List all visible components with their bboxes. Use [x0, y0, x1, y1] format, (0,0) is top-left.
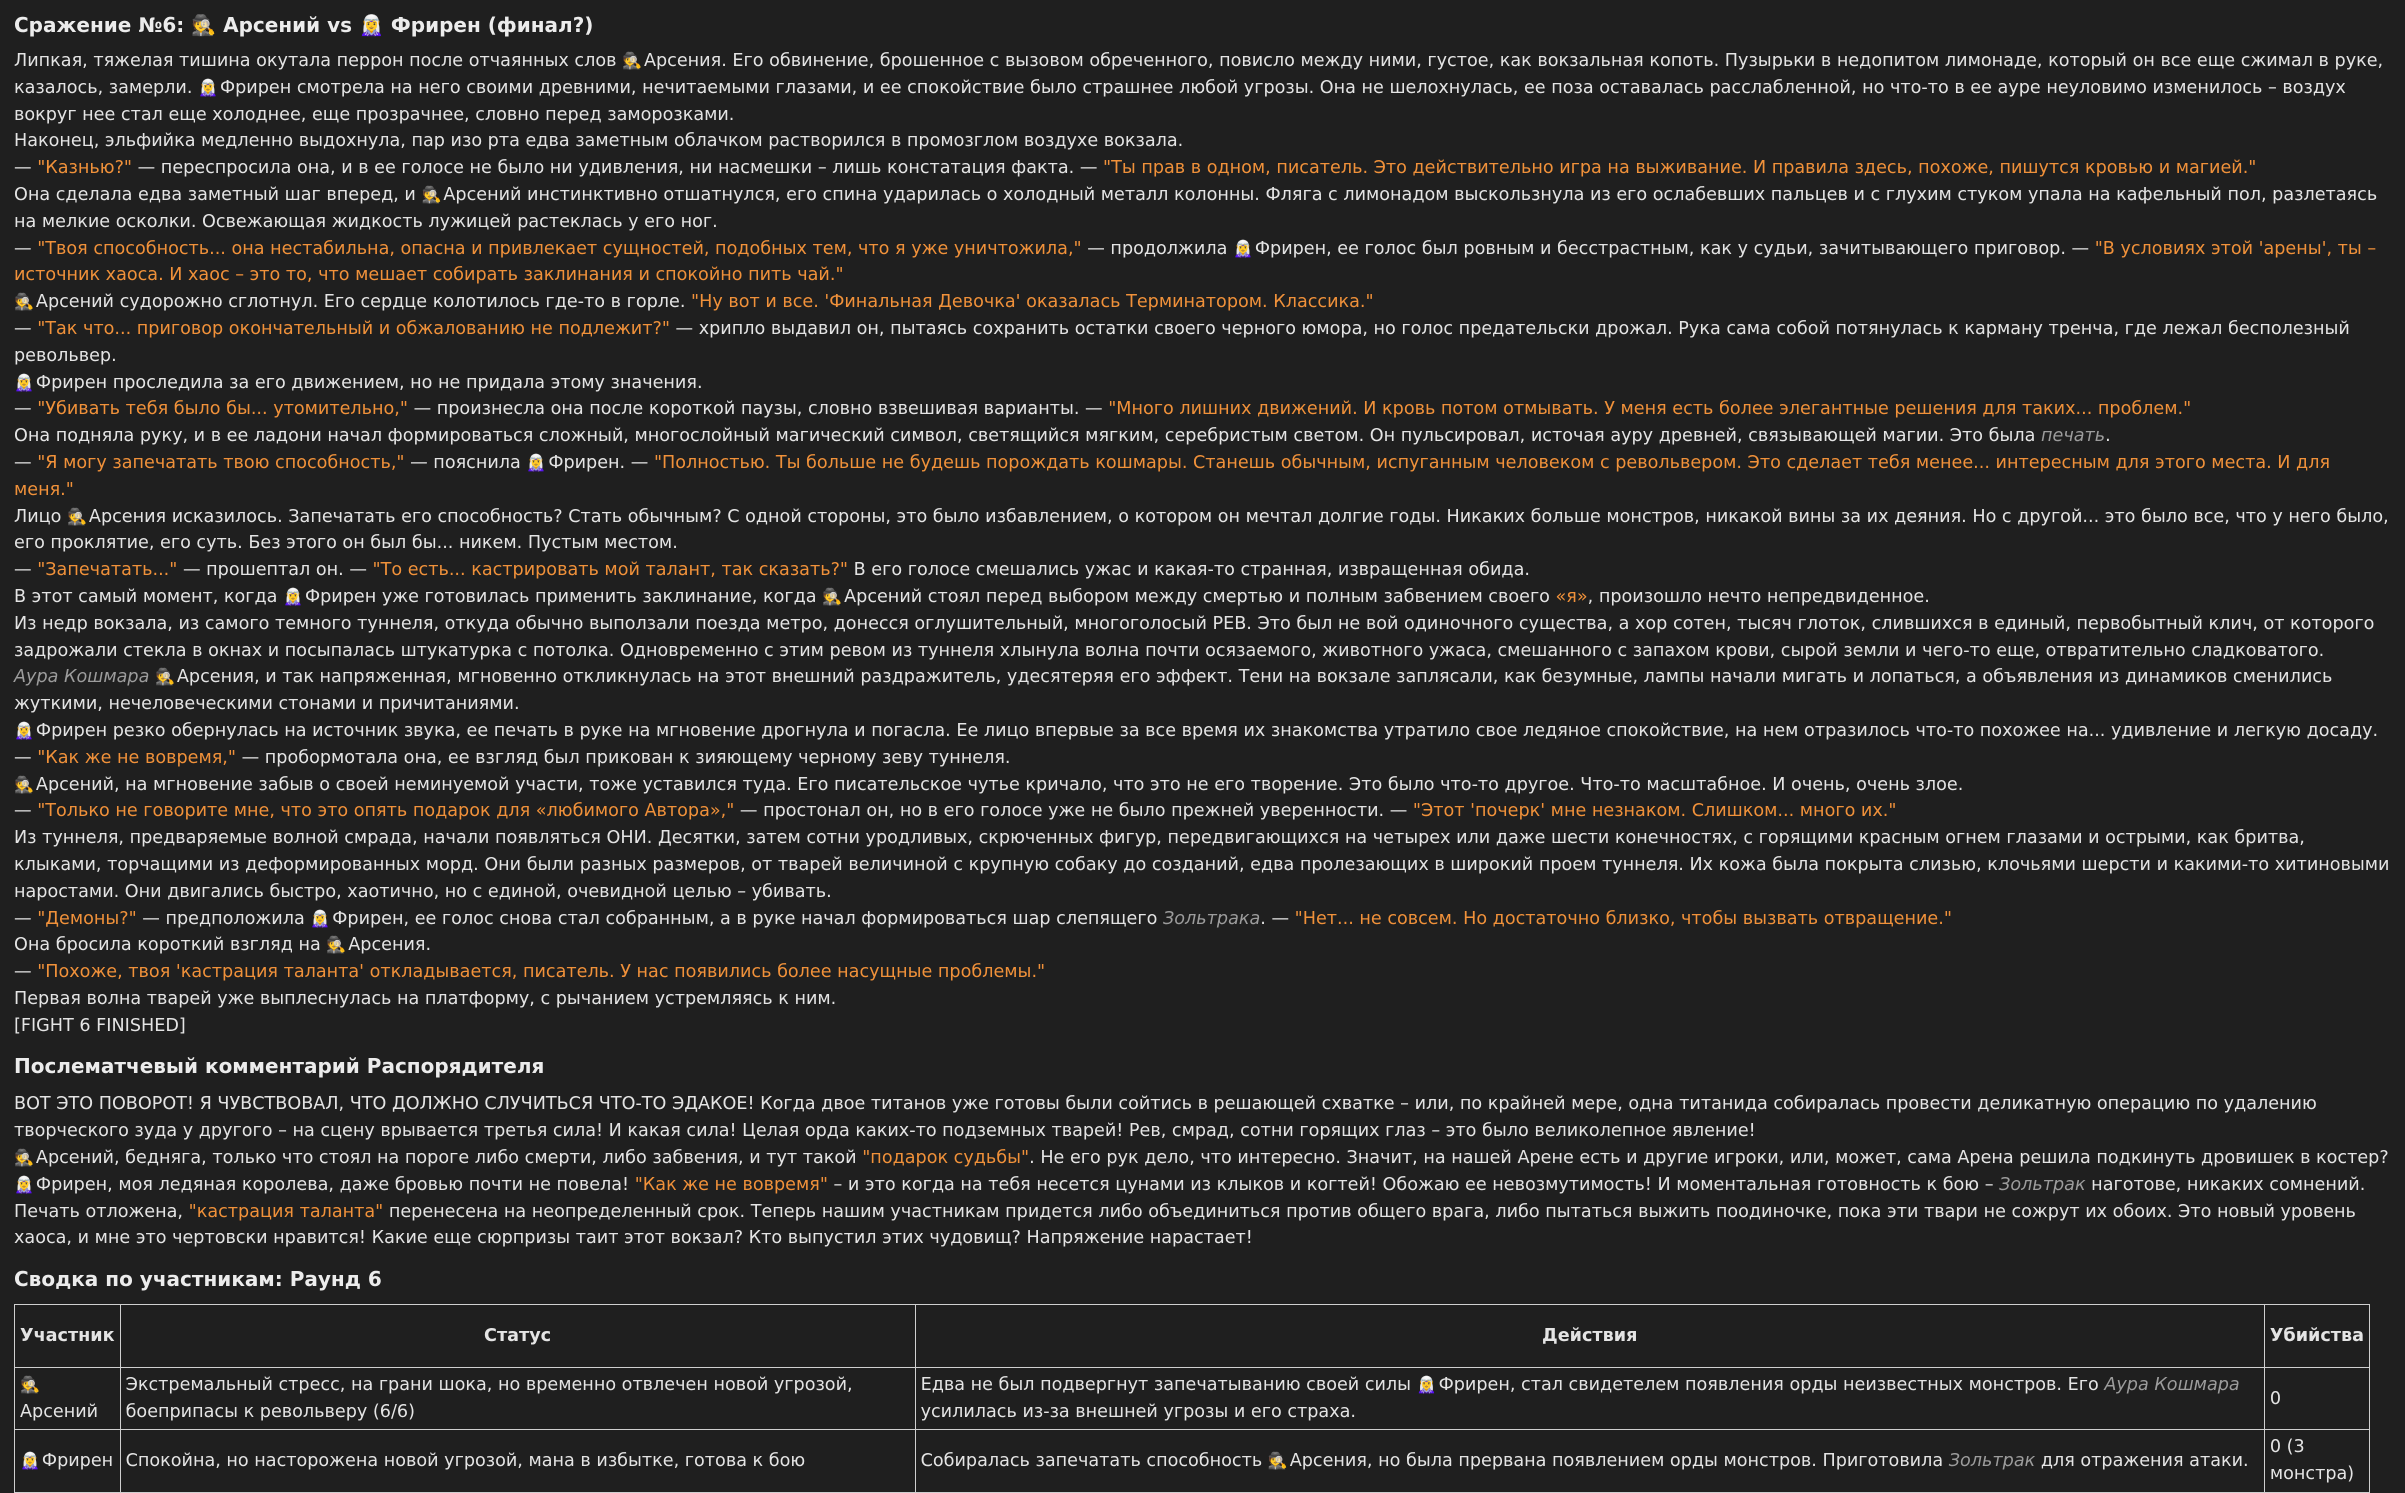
paragraph — [14, 504, 2391, 558]
paragraph — [14, 1091, 2391, 1145]
quote: "Казнью?" — [37, 158, 133, 179]
paragraph — [14, 423, 2391, 450]
text: — — [14, 399, 38, 420]
paragraph — [14, 1199, 2391, 1253]
text: Фрирен резко обернулась на источник звука, ее печать в руке на мгновение дрогнула и погасла. Ее лицо впервые за все время их знакомства утратило свое ледяное спокойствие, на нем отразилось что-то похожее на... удивление и легкую досаду. — [35, 720, 2379, 741]
character-icon: 🕵️ — [14, 1148, 34, 1168]
character-icon: 🧝‍♀️ — [1232, 238, 1253, 258]
text: Из недр вокзала, из самого темного туннеля, откуда обычно выползали поезда метро, донесся оглушительный, многоголосый РЕВ. Это был не вой одиночного существа, а хор сотен, тысяч глоток, слившихся в единый, первобытный клич, от которого задрожали стекла в окнах и посыпалась штукатурка с потолка. Одновременно с этим ревом из туннеля хлынула волна почти осязаемого, животного ужаса, смешанного с запахом крови, сырой земли и чего-то еще, отвратительно сладковатого. — [14, 613, 2375, 661]
text: Арсений — [20, 1401, 99, 1422]
text: — предположила — [136, 908, 311, 929]
story-text — [14, 48, 2391, 1039]
text: Из туннеля, предваряемые волной смрада, начали появляться ОНИ. Десятки, затем сотни уродливых, скрюченных фигур, передвигающихся на четырех или даже шести конечностях, с горящими красным огнем глазами и острыми, как бритва, клыками, торчащими из деформированных морд. Они были разных размеров, от тварей величиной с крупную собаку до созданий, едва пролезающих в широкий проем туннеля. Их кожа была покрыта слизью, клочьями шерсти и какими-то хитиновыми наростами. Они двигались быстро, хаотично, но с единой, очевидной целью – убивать. — [14, 828, 2390, 902]
text: — пояснила — [404, 452, 527, 473]
text: усилилась из-за внешней угрозы и его страха. — [920, 1401, 1356, 1422]
text: Арсений, на мгновение забыв о своей неминуемой участи, тоже уставился туда. Его писательское чутье кричало, что это не его творение. Это было что-то другое. Что-то масштабное. И очень, очень злое. — [35, 774, 1964, 795]
paragraph — [14, 128, 2391, 155]
character-icon: 🧝‍♀️ — [283, 586, 303, 606]
quote: "Ты прав в одном, писатель. Это действительно игра на выживание. И правила здесь, похоже, пишутся кровью и магией." — [1103, 158, 2257, 179]
paragraph — [14, 48, 2391, 128]
character-icon: 🧝‍♀️ — [198, 77, 218, 97]
quote: "Ну вот и все. 'Финальная Девочка' оказалась Терминатором. Классика." — [691, 292, 1374, 313]
quote: "кастрация таланта" — [188, 1201, 384, 1222]
text: В его голосе смешались ужас и какая-то странная, извращенная обида. — [848, 560, 1530, 581]
text: — продолжила — [1081, 238, 1233, 259]
text: Арсения, но была прервана появлением орды монстров. Приготовила — [1289, 1450, 1949, 1471]
summary-heading: Сводка по участникам: Раунд 6 — [14, 1267, 382, 1292]
quote: "Этот 'почерк' мне незнаком. Слишком... много их." — [1412, 801, 1897, 822]
paragraph — [14, 1145, 2391, 1172]
quote: "подарок судьбы" — [862, 1148, 1030, 1169]
text: — — [14, 908, 38, 929]
text: — простонал он, но в его голосе уже не было прежней уверенности. — — [734, 801, 1413, 822]
text: Фрирен смотрела на него своими древними, нечитаемыми глазами, и ее спокойствие было страшнее любой угрозы. Она не шелохнулась, ее поза оставалась расслабленной, но что-то в ее ауре неуловимо изменилось – воздух вокруг нее стал еще холоднее, еще прозрачнее, словно перед заморозками. — [14, 77, 2346, 125]
text: — — [14, 962, 38, 983]
text: Фрирен — [41, 1450, 114, 1471]
table-row — [15, 1368, 2370, 1430]
character-icon: 🧝‍♀️ — [14, 720, 34, 740]
table-row — [15, 1430, 2370, 1492]
emphasis: печать — [2041, 426, 2106, 447]
character-icon: 🧝‍♀️ — [1416, 1375, 1437, 1395]
paragraph — [14, 396, 2391, 423]
text: Фрирен, ее голос снова стал собранным, а в руке начал формироваться шар слепящего — [332, 908, 1163, 929]
character-icon: 🕵️ — [1267, 1450, 1288, 1470]
text: — — [14, 560, 38, 581]
quote: "Запечатать..." — [37, 560, 178, 581]
text: Арсения, и так напряженная, мгновенно откликнулась на этот внешний раздражитель, удесятеряя его эффект. Тени на вокзале заплясали, как безумные, лампы начали мигать и лопаться, а объявления из динамиков сменились жуткими, нечеловеческими стонами и причитаниями. — [14, 667, 2333, 715]
paragraph — [14, 906, 2391, 933]
cell-participant — [15, 1368, 121, 1430]
character-icon: 🧝‍♀️ — [526, 452, 547, 472]
text: — — [14, 801, 38, 822]
emphasis: Аура Кошмара — [2104, 1375, 2240, 1396]
character-icon: 🧝‍♀️ — [14, 372, 34, 392]
text: Арсений инстинктивно отшатнулся, его спина ударилась о холодный металл колонны. Фляга с лимонадом выскользнула из его ослабевших пальцев и с глухим стуком упала на кафельный пол, разлетаясь на мелкие осколки. Освежающая жидкость лужицей растеклась у его ног. — [14, 184, 2378, 232]
character-icon: 🕵️ — [14, 292, 34, 312]
cell-kills — [2264, 1368, 2369, 1430]
paragraph — [14, 986, 2391, 1013]
paragraph — [14, 289, 2391, 316]
quote: "Я могу запечатать твою способность," — [37, 452, 405, 473]
character-icon: 🕵️ — [622, 51, 642, 70]
paragraph — [14, 745, 2391, 772]
text: Она бросила короткий взгляд на — [14, 935, 327, 956]
text: Арсений судорожно сглотнул. Его сердце колотилось где-то в горле. — [35, 292, 692, 313]
paragraph — [14, 450, 2391, 504]
quote: "Так что... приговор окончательный и обжалованию не подлежит?" — [37, 318, 670, 339]
text: Арсений стоял перед выбором между смертью и полным забвением своего — [844, 586, 1556, 607]
text: — — [14, 318, 38, 339]
text: Арсения исказилось. Запечатать его способность? Стать обычным? С одной стороны, это было избавлением, о котором он мечтал долгие годы. Никаких больше монстров, никакой вины за их деяния. Но с другой... это было все, что у него было, его проклятие, его суть. Без этого он был бы... никем. Пустым местом. — [14, 506, 2389, 554]
character-icon: 🧝‍♀️ — [20, 1450, 40, 1470]
text: Фрирен. — — [548, 452, 654, 473]
quote: "Много лишних движений. И кровь потом отмывать. У меня есть более элегантные решения для таких... проблем." — [1108, 399, 2192, 420]
emphasis: Зольтрак — [1948, 1450, 2036, 1471]
header-participant: Участник — [15, 1305, 121, 1368]
cell-actions — [915, 1368, 2264, 1430]
text: Наконец, эльфийка медленно выдохнула, пар изо рта едва заметным облачком растворился в промозглом воздухе вокзала. — [14, 131, 1184, 152]
text: — произнесла она после короткой паузы, словно взвешивая варианты. — — [407, 399, 1109, 420]
text: — прошептал он. — — [177, 560, 373, 581]
text: Арсения. — [348, 935, 432, 956]
quote: «я» — [1555, 586, 1588, 607]
quote: "Убивать тебя было бы... утомительно," — [37, 399, 408, 420]
text: Лицо — [14, 506, 67, 527]
summary-table — [14, 1304, 2370, 1492]
commentary-heading: Послематчевый комментарий Распорядителя — [14, 1054, 545, 1079]
text: Фрирен, ее голос был ровным и бесстрастным, как у судьи, зачитывающего приговор. — — [1254, 238, 2095, 259]
quote: "Похоже, твоя 'кастрация таланта' откладывается, писатель. У нас появились более насущные проблемы." — [37, 962, 1046, 983]
text: Фрирен, моя ледяная королева, даже бровью почти не повела! — [35, 1174, 635, 1195]
quote: "То есть... кастрировать мой талант, так сказать?" — [372, 560, 849, 581]
text: наготове, никаких сомнений. — [2085, 1174, 2366, 1195]
cell-actions — [915, 1430, 2264, 1492]
character-icon: 🕵️ — [154, 667, 175, 687]
paragraph — [14, 825, 2391, 905]
paragraph — [14, 182, 2391, 236]
text: Фрирен проследила за его движением, но не придала этому значения. — [35, 372, 703, 393]
text: перенесена на неопределенный срок. Теперь нашим участникам придется либо объединиться против общего врага, либо пытаться выжить поодиночке, пока эти твари не сожрут их обоих. Это новый уровень хаоса, и мне это чертовски нравится! Какие еще сюрпризы таит этот вокзал? Кто выпустил этих чудовищ? Напряжение нарастает! — [14, 1201, 2356, 1249]
character-icon: 🧝‍♀️ — [310, 908, 331, 928]
quote: "Только не говорите мне, что это опять подарок для «любимого Автора»," — [37, 801, 735, 822]
paragraph — [14, 664, 2391, 718]
text: [FIGHT 6 FINISHED] — [14, 1015, 186, 1036]
quote: "Демоны?" — [37, 908, 137, 929]
text: Она сделала едва заметный шаг вперед, и — [14, 184, 422, 205]
paragraph — [14, 1013, 2391, 1040]
text: для отражения атаки. — [2035, 1450, 2249, 1471]
text: Фрирен уже готовилась применить заклинание, когда — [304, 586, 823, 607]
paragraph — [14, 584, 2391, 611]
quote: "Как же не вовремя," — [37, 747, 236, 768]
cell-kills — [2264, 1430, 2369, 1492]
paragraph — [14, 557, 2391, 584]
header-actions: Действия — [915, 1305, 2264, 1368]
table-header-row — [15, 1305, 2370, 1368]
text: 0 (3 монстра) — [2269, 1437, 2355, 1485]
text: Фрирен, стал свидетелем появления орды неизвестных монстров. Его — [1438, 1375, 2105, 1396]
character-icon: 🕵️ — [421, 184, 442, 204]
text: — — [14, 452, 38, 473]
text: Арсений, бедняга, только что стоял на пороге либо смерти, либо забвения, и тут такой — [35, 1148, 863, 1169]
header-status: Статус — [120, 1305, 915, 1368]
text: ВОТ ЭТО ПОВОРОТ! Я ЧУВСТВОВАЛ, ЧТО ДОЛЖНО СЛУЧИТЬСЯ ЧТО-ТО ЭДАКОЕ! Когда двое титанов уже готовы были сойтись в решающей схватке – или, по крайней мере, одна титанида собиралась провести деликатную операцию по удалению творческого зуда у другого – на сцену врывается третья сила! И какая сила! Целая орда каких-то подземных тварей! Рев, смрад, сотни горящих глаз – это было великолепное явление! — [14, 1094, 2317, 1142]
cell-participant — [15, 1430, 121, 1492]
character-icon: 🕵️ — [67, 506, 87, 526]
text: – и это когда на тебя несется цунами из клыков и когтей! Обожаю ее невозмутимость! И моментальная готовность к бою – — [827, 1174, 2000, 1195]
paragraph — [14, 772, 2391, 799]
text: Печать отложена, — [14, 1201, 189, 1222]
paragraph — [14, 370, 2391, 397]
paragraph — [14, 611, 2391, 665]
commentary-text — [14, 1091, 2391, 1252]
text: . — [2105, 426, 2111, 447]
text: Арсения. Его обвинение, брошенное с вызовом обреченного, повисло между ними, густое, как вокзальная копоть. Пузырьки в недопитом лимонаде, который он все еще сжимал в руке, казалось, замерли. — [14, 51, 2384, 98]
character-icon: 🕵️ — [20, 1375, 40, 1395]
text: , произошло нечто непредвиденное. — [1587, 586, 1930, 607]
paragraph — [14, 798, 2391, 825]
quote: "Как же не вовремя" — [634, 1174, 828, 1195]
emphasis: Зольтрака — [1163, 908, 1261, 929]
quote: "В условиях этой 'арены', ты – источник хаоса. И хаос – это то, что мешает собирать заклинания и спокойно пить чай." — [14, 238, 2377, 286]
text: Едва не был подвергнут запечатыванию своей силы — [920, 1375, 1417, 1396]
paragraph — [14, 718, 2391, 745]
text: Собиралась запечатать способность — [920, 1450, 1268, 1471]
character-icon: 🕵️ — [326, 935, 347, 955]
text: — пробормотала она, ее взгляд был прикован к зияющему черному зеву туннеля. — [236, 747, 1011, 768]
text: Липкая, тяжелая тишина окутала перрон после отчаянных слов — [14, 51, 623, 71]
character-icon: 🧝‍♀️ — [14, 1174, 34, 1194]
text: . — — [1260, 908, 1295, 929]
fight-title: Сражение №6: 🕵️ Арсений vs 🧝‍♀️ Фрирен (финал?) — [14, 13, 594, 37]
text: Она подняла руку, и в ее ладони начал формироваться сложный, многослойный магический символ, светящийся мягким, серебристым светом. Он пульсировал, источая ауру древней, связывающей магии. Это была — [14, 426, 2042, 447]
paragraph — [14, 959, 2391, 986]
text: — — [14, 238, 38, 259]
text: — переспросила она, и в ее голосе не было ни удивления, ни насмешки – лишь констатация факта. — — [132, 158, 1104, 179]
text: . Не его рук дело, что интересно. Значит, на нашей Арене есть и другие игроки, или, может, сама Арена решила подкинуть дровишек в костер? — [1029, 1148, 2389, 1169]
text: Спокойна, но насторожена новой угрозой, мана в избытке, готова к бою — [125, 1450, 806, 1471]
header-kills: Убийства — [2264, 1305, 2369, 1368]
text: — — [14, 747, 38, 768]
quote: "Нет... не совсем. Но достаточно близко, чтобы вызвать отвращение." — [1294, 908, 1952, 929]
emphasis: Зольтрак — [1999, 1174, 2086, 1195]
paragraph — [14, 932, 2391, 959]
text: Экстремальный стресс, на грани шока, но временно отвлечен новой угрозой, боеприпасы к револьверу (6/6) — [125, 1375, 853, 1422]
character-icon: 🕵️ — [822, 586, 843, 606]
cell-status — [120, 1368, 915, 1430]
cell-status — [120, 1430, 915, 1492]
emphasis: Аура Кошмара — [14, 667, 150, 688]
text: — — [14, 158, 38, 179]
text: 0 — [2269, 1388, 2282, 1409]
paragraph — [14, 236, 2391, 290]
quote: "Твоя способность... она нестабильна, опасна и привлекает сущностей, подобных тем, что я уже уничтожила," — [37, 238, 1082, 259]
quote: "Полностью. Ты больше не будешь порождать кошмары. Станешь обычным, испуганным человеком с револьвером. Это сделает тебя менее... интересным для этого места. И для меня." — [14, 452, 2331, 500]
text: — хрипло выдавил он, пытаясь сохранить остатки своего черного юмора, но голос предательски дрожал. Рука сама собой потянулась к карману тренча, где лежал бесполезный револьвер. — [14, 318, 2350, 366]
character-icon: 🕵️ — [14, 774, 34, 794]
paragraph — [14, 1172, 2391, 1199]
text: Первая волна тварей уже выплеснулась на платформу, с рычанием устремляясь к ним. — [14, 988, 837, 1009]
paragraph — [14, 155, 2391, 182]
text: В этот самый момент, когда — [14, 586, 284, 607]
paragraph — [14, 316, 2391, 370]
